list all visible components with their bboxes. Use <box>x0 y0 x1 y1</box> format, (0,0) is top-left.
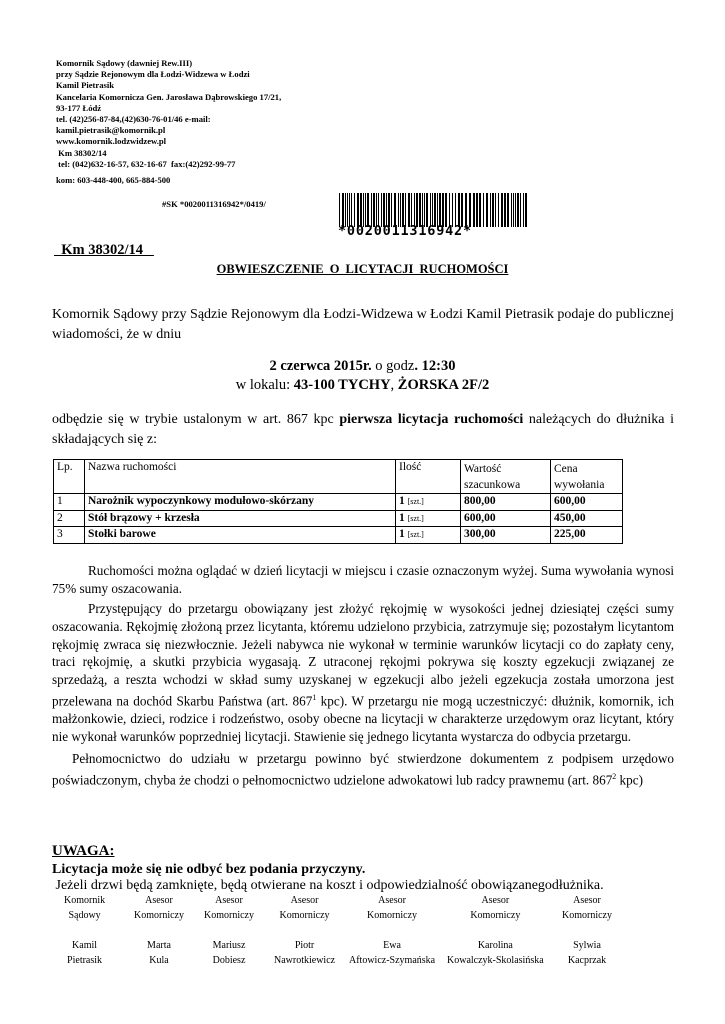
signatory-last-name: Kowalczyk-Skolasińska <box>447 955 544 966</box>
cell-lp: 1 <box>54 494 85 511</box>
cell-name: Stół brązowy + krzesła <box>85 510 396 527</box>
location-street: ŻORSKA 2F/2 <box>397 377 490 393</box>
signatory-role: Asesor <box>573 895 601 906</box>
proxy-text-a: Pełnomocnictwo do udziału w przetargu powinno być stwierdzone dokumentem z podpisem urzędowo poświadczonym, chyba że chodzi o pełnomocnictwo udzielone adwokatowi lub radcy prawnemu (art. 867 <box>52 751 674 788</box>
header-qty: Ilość <box>396 460 461 494</box>
header-value-line1: Wartość <box>464 463 502 475</box>
cell-lp: 3 <box>54 527 85 544</box>
header-line: tel: (042)632-16-57, 632-16-67 fax:(42)292-99-77 <box>56 158 236 169</box>
signatory-last-name: Pietrasik <box>67 955 103 966</box>
signatory-last-name: Dobiesz <box>212 955 246 966</box>
signatory <box>447 893 544 968</box>
mode-before: odbędzie się w trybie ustalonym w art. 867 kpc <box>52 412 340 427</box>
signatory-first-name: Karolina <box>477 940 513 951</box>
barcode-bars <box>338 193 530 227</box>
bailiff-header <box>56 58 281 186</box>
cell-value: 800,00 <box>461 494 551 511</box>
signatory <box>562 893 612 968</box>
signatory-last-name: Kacprzak <box>567 955 607 966</box>
header-price <box>551 460 623 494</box>
time-prefix: o godz <box>371 358 415 374</box>
items-table <box>53 459 623 544</box>
signatory-first-name: Marta <box>147 940 171 951</box>
auction-date: 2 czerwca 2015r. <box>269 358 372 374</box>
case-number: Km 38302/14 <box>54 242 154 258</box>
warning-note-2: Jeżeli drzwi będą zamknięte, będą otwierane na koszt i odpowiedzialność obowiązanegodłużnika. <box>52 878 604 893</box>
signatory <box>64 893 105 968</box>
mode-paragraph <box>52 410 674 450</box>
cell-name: Stołki barowe <box>85 527 396 544</box>
qty-unit: [szt.] <box>407 513 424 523</box>
table-row <box>54 494 623 511</box>
signatory <box>204 893 254 968</box>
signatory-role: Asesor <box>215 895 243 906</box>
table-header-row <box>54 460 623 494</box>
qty-unit: [szt.] <box>407 530 424 539</box>
location-prefix: w lokalu: <box>235 377 294 393</box>
header-line: www.komornik.lodzwidzew.pl <box>56 136 167 147</box>
cell-price: 450,00 <box>551 510 623 527</box>
signatory-last-name: Nawrotkiewicz <box>274 955 336 966</box>
signatory <box>349 893 435 968</box>
qty-unit: [szt.] <box>407 497 424 506</box>
cell-lp: 2 <box>54 510 85 527</box>
signatory-role: Asesor <box>378 895 406 906</box>
header-line: Kancelaria Komornicza Gen. Jarosława Dąbrowskiego 17/21, <box>56 91 282 102</box>
qty-value: 1 <box>399 528 405 540</box>
header-line: Km 38302/14 <box>56 147 107 158</box>
header-line: Komornik Sądowy (dawniej Rew.III) <box>56 58 193 68</box>
mode-bold: pierwsza licytacja ruchomości <box>339 412 524 427</box>
signatory-role: Komorniczy <box>134 910 184 921</box>
signatory-role: Komorniczy <box>204 910 254 921</box>
header-line: tel. (42)256-87-84,(42)630-76-01/46 e-mail: <box>56 114 211 125</box>
table-row <box>54 527 623 544</box>
signatory-last-name: Aftowicz-Szymańska <box>349 955 436 966</box>
header-line: 93-177 Łódź <box>56 102 102 113</box>
cell-name: Narożnik wypoczynkowy modułowo-skórzany <box>85 494 396 511</box>
qty-value: 1 <box>399 495 405 507</box>
signatory-first-name: Ewa <box>383 940 401 951</box>
barcode <box>338 193 530 238</box>
signatory <box>134 893 184 968</box>
header-value <box>461 460 551 494</box>
intro-paragraph: Komornik Sądowy przy Sądzie Rejonowym dla Łodzi-Widzewa w Łodzi Kamil Pietrasik podaje do publicznej wiadomości, że w dniu <box>52 307 674 342</box>
header-line: kamil.pietrasik@komornik.pl <box>56 125 166 136</box>
cell-qty <box>396 510 461 527</box>
signatory-role: Komornik <box>64 895 106 906</box>
proxy-paragraph <box>52 750 674 789</box>
header-lp: Lp. <box>54 460 85 494</box>
proxy-sup: 2 <box>612 771 617 781</box>
document-title: OBWIESZCZENIE O LICYTACJI RUCHOMOŚCI <box>216 262 509 276</box>
signatory-first-name: Kamil <box>72 940 98 951</box>
signatory-role: Komorniczy <box>562 910 612 921</box>
proxy-text-b: kpc) <box>616 772 643 788</box>
signatory-first-name: Mariusz <box>212 940 246 951</box>
deposit-text-a: Przystępujący do przetargu obowiązany jest złożyć rękojmię w wysokości jednej dziesiątej części sumy oszacowania. Rękojmię złożoną przez licytanta, któremu udzielono przybicia, zatrzymuje się; pozostałym licytantom rękojmię zwraca się niezwłocznie. Jeżeli nabywca nie wykonał w terminie warunków licytacji co do zapłaty ceny, traci rękojmię, a skutki przybicia wygasają. Z utraconej rękojmi pokrywa się koszty egzekucji związanej ze sprzedażą, a reszta wchodzi w skład sumy uzyskanej w egzekucji albo jeżeli egzekucja została umorzona jest przelewana na dochód Skarbu Państwa (art. 867 <box>52 601 674 709</box>
cell-price: 225,00 <box>551 527 623 544</box>
cell-value: 600,00 <box>461 510 551 527</box>
header-price-line2: wywołania <box>554 479 605 491</box>
deposit-paragraph <box>52 600 674 746</box>
deposit-sup: 1 <box>312 692 317 702</box>
header-kom: kom: 603-448-400, 665-884-500 <box>56 175 171 186</box>
cell-qty <box>396 494 461 511</box>
location-city: 43-100 TYCHY <box>293 377 391 393</box>
header-line: Kamil Pietrasik <box>56 80 114 91</box>
viewing-paragraph: Ruchomości można oglądać w dzień licytacji w miejscu i czasie oznaczonym wyżej. Suma wywołania wynosi 75% sumy oszacowania. <box>52 563 674 596</box>
signatory-first-name: Sylwia <box>573 940 601 951</box>
auction-date-line <box>0 357 725 376</box>
sk-code: #SK *0020011316942*/0419/ <box>162 199 266 209</box>
qty-value: 1 <box>399 511 405 524</box>
warning-heading: UWAGA: <box>52 843 115 859</box>
signatory <box>274 893 335 968</box>
signatory-first-name: Piotr <box>294 940 315 951</box>
barcode-text: *0020011316942* <box>338 223 472 239</box>
signatory-role: Asesor <box>290 895 319 906</box>
cell-price: 600,00 <box>551 494 623 511</box>
auction-time: . 12:30 <box>414 358 456 374</box>
warning-note-1: Licytacja może się nie odbyć bez podania przyczyny. <box>52 862 366 877</box>
signatory-role: Asesor <box>481 895 510 906</box>
cell-qty <box>396 527 461 544</box>
header-value-line2: szacunkowa <box>464 479 521 491</box>
signatory-role: Komorniczy <box>367 910 418 921</box>
location-sep: , <box>390 377 398 393</box>
cell-value: 300,00 <box>461 527 551 544</box>
signatory-last-name: Kula <box>149 955 169 966</box>
header-line: przy Sądzie Rejonowym dla Łodzi-Widzewa w Łodzi <box>56 69 250 80</box>
signatory-role: Asesor <box>145 895 173 906</box>
signatory-role: Sądowy <box>68 910 101 921</box>
deposit-text-b: kpc). W przetargu nie mogą uczestniczyć: dłużnik, komornik, ich małżonkowie, dzieci, rodzice i rodzeństwo, osoby obecne na licytacji w charakterze urzędowym oraz licytant, który nie wykonał warunków poprzedniej licytacji. Stawienie się jednego licytanta wystarcza do odbycia przetargu. <box>52 693 674 744</box>
signatory-role: Komorniczy <box>470 910 521 921</box>
auction-location-line <box>0 376 725 395</box>
header-name: Nazwa ruchomości <box>85 460 396 494</box>
table-row <box>54 510 623 527</box>
header-price-line1: Cena <box>554 463 578 475</box>
signatory-role: Komorniczy <box>279 910 330 921</box>
mode-after: należących do dłużnika i składających się z: <box>52 412 674 447</box>
